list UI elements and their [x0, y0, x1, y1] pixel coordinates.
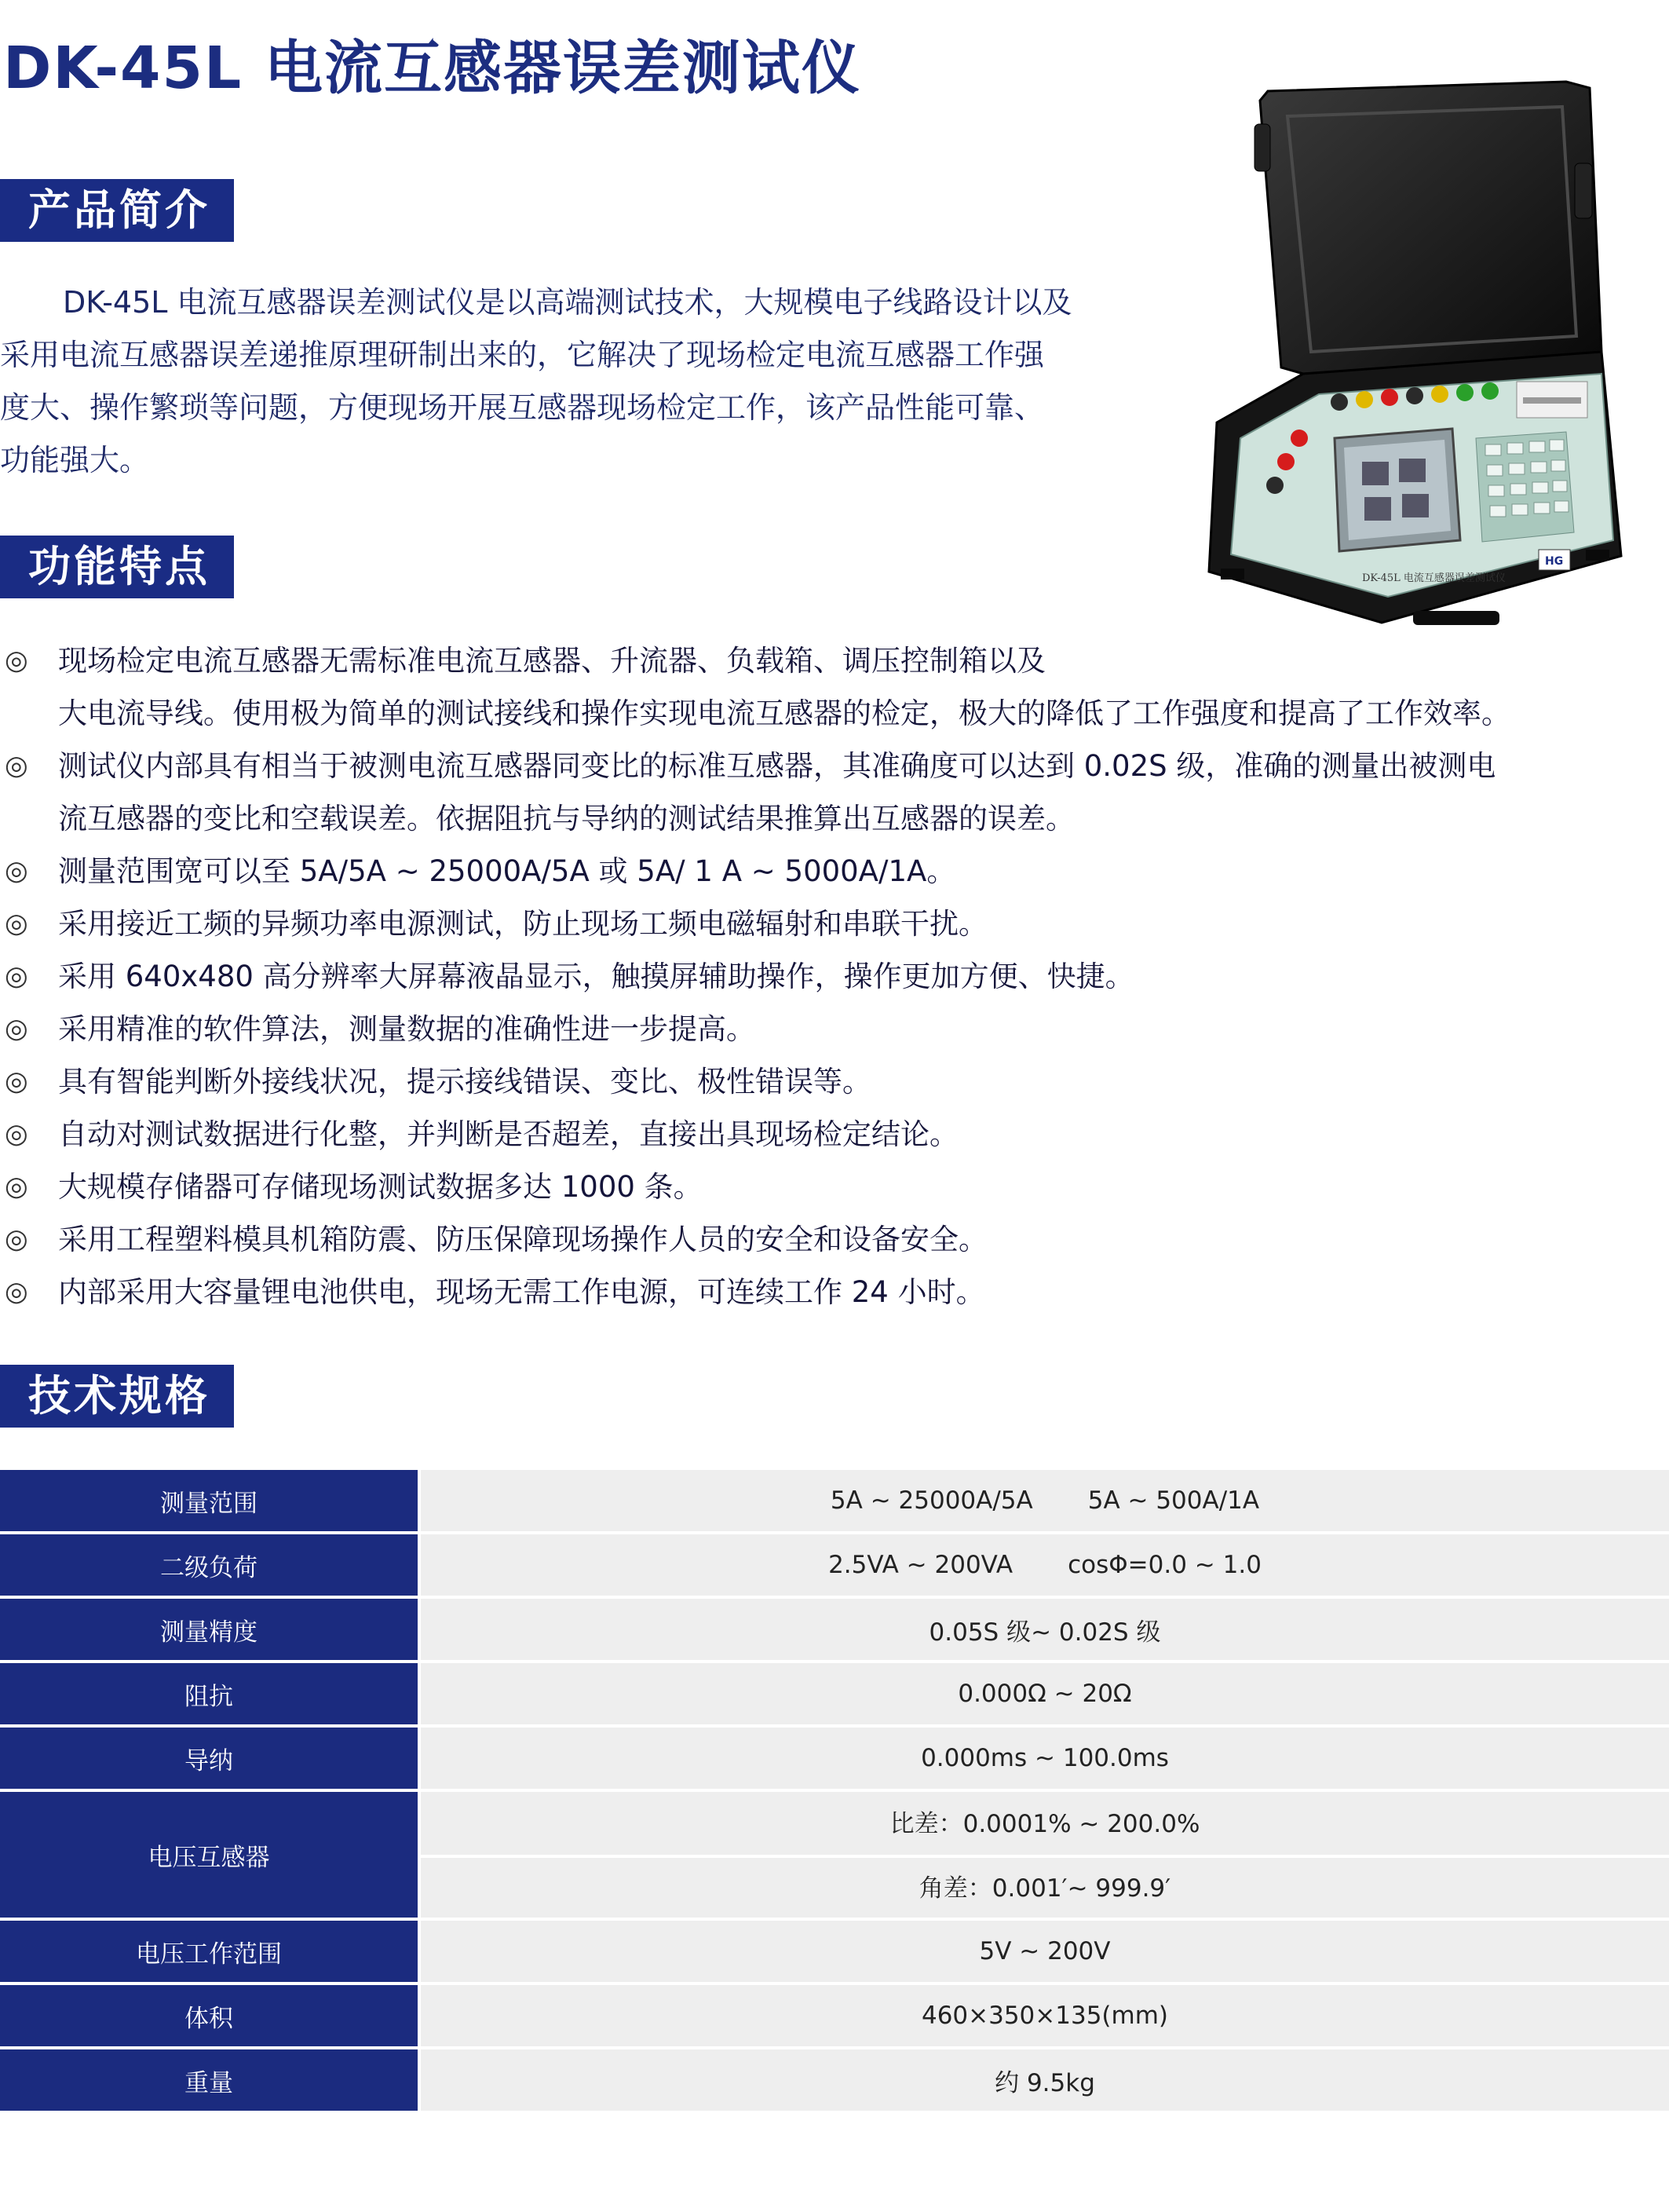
feature-item	[0, 898, 1669, 950]
spec-label: 导纳	[0, 1728, 418, 1789]
instrument-case-illustration	[1193, 69, 1641, 634]
spec-value: 0.000ms ~ 100.0ms	[418, 1728, 1669, 1789]
spec-value: 460×350×135(mm)	[418, 1985, 1669, 2046]
spec-value-part: 5A ~ 500A/1A	[1087, 1486, 1260, 1515]
table-row	[0, 1599, 1669, 1660]
panel-model-text: DK-45L 电流互感器误差测试仪	[1362, 572, 1506, 584]
table-row	[0, 2049, 1669, 2111]
spec-label: 阻抗	[0, 1663, 418, 1724]
feature-text: 测试仪内部具有相当于被测电流互感器同变比的标准互感器，其准确度可以达到 0.02S 级，准确的测量出被测电	[58, 749, 1496, 783]
bullet-icon: ◎	[5, 1013, 28, 1044]
feature-text: 自动对测试数据进行化整，并判断是否超差，直接出具现场检定结论。	[58, 1117, 959, 1151]
feature-text: 大电流导线。使用极为简单的测试接线和操作实现电流互感器的检定，极大的降低了工作强度和提高了工作效率。	[58, 697, 1510, 730]
feature-text: 内部采用大容量锂电池供电，现场无需工作电源，可连续工作 24 小时。	[58, 1275, 985, 1309]
panel-logo: HG	[1545, 555, 1564, 568]
feature-item	[0, 1266, 1669, 1318]
bullet-icon: ◎	[5, 960, 28, 992]
table-row	[0, 1534, 1669, 1596]
bullet-icon: ◎	[5, 1066, 28, 1097]
table-row	[0, 1792, 1669, 1918]
feature-item	[0, 740, 1669, 845]
feature-text: 现场检定电流互感器无需标准电流互感器、升流器、负载箱、调压控制箱以及	[58, 644, 1046, 678]
spec-label: 重量	[0, 2049, 418, 2111]
spec-value	[418, 1534, 1669, 1596]
bullet-icon: ◎	[5, 1276, 28, 1307]
intro-heading: 产品简介	[0, 179, 234, 242]
spec-value-part: 5A ~ 25000A/5A	[830, 1486, 1033, 1515]
feature-item	[0, 1055, 1669, 1108]
spec-label: 二级负荷	[0, 1534, 418, 1596]
feature-text: 具有智能判断外接线状况，提示接线错误、变比、极性错误等。	[58, 1065, 871, 1099]
spec-value-part: 角差：0.001′~ 999.9′	[421, 1855, 1669, 1916]
spec-value	[418, 1792, 1669, 1918]
intro-line: 采用电流互感器误差递推原理研制出来的，它解决了现场检定电流互感器工作强	[0, 338, 1045, 372]
bullet-icon: ◎	[5, 1171, 28, 1202]
spec-label: 体积	[0, 1985, 418, 2046]
feature-list	[0, 634, 1669, 1318]
feature-item	[0, 1003, 1669, 1055]
bullet-icon: ◎	[5, 1223, 28, 1255]
feature-item	[0, 1108, 1669, 1161]
spec-value: 约 9.5kg	[418, 2049, 1669, 2111]
intro-line: DK-45L 电流互感器误差测试仪是以高端测试技术，大规模电子线路设计以及	[63, 285, 1072, 320]
feature-item	[0, 845, 1669, 898]
feature-item	[0, 950, 1669, 1003]
features-heading: 功能特点	[0, 536, 234, 598]
feature-text: 流互感器的变比和空载误差。依据阻抗与导纳的测试结果推算出互感器的误差。	[58, 802, 1075, 835]
spec-label: 电压互感器	[0, 1792, 418, 1918]
spec-value: 0.000Ω ~ 20Ω	[418, 1663, 1669, 1724]
feature-item	[0, 1161, 1669, 1213]
bullet-icon: ◎	[5, 1118, 28, 1150]
bullet-icon: ◎	[5, 855, 28, 887]
intro-line: 功能强大。	[0, 443, 150, 477]
spec-value: 0.05S 级~ 0.02S 级	[418, 1599, 1669, 1660]
table-row	[0, 1470, 1669, 1531]
spec-value	[418, 1470, 1669, 1531]
bullet-icon: ◎	[5, 750, 28, 781]
feature-text: 采用 640x480 高分辨率大屏幕液晶显示，触摸屏辅助操作，操作更加方便、快捷。	[58, 960, 1134, 993]
feature-text: 采用接近工频的异频功率电源测试，防止现场工频电磁辐射和串联干扰。	[58, 907, 988, 941]
feature-text: 大规模存储器可存储现场测试数据多达 1000 条。	[58, 1170, 703, 1204]
spec-table	[0, 1467, 1669, 2114]
table-row	[0, 1985, 1669, 2046]
bullet-icon: ◎	[5, 908, 28, 939]
spec-label: 测量范围	[0, 1470, 418, 1531]
spec-label: 电压工作范围	[0, 1921, 418, 1982]
spec-value-part: 2.5VA ~ 200VA	[828, 1551, 1013, 1579]
intro-paragraph	[0, 276, 1178, 487]
spec-value-part: 比差：0.0001% ~ 200.0%	[889, 1810, 1200, 1838]
feature-item	[0, 1213, 1669, 1266]
feature-text: 采用工程塑料模具机箱防震、防压保障现场操作人员的安全和设备安全。	[58, 1223, 988, 1256]
specs-heading: 技术规格	[0, 1365, 234, 1428]
spec-value-part: cosΦ=0.0 ~ 1.0	[1068, 1551, 1262, 1579]
spec-label: 测量精度	[0, 1599, 418, 1660]
table-row	[0, 1728, 1669, 1789]
feature-text: 采用精准的软件算法，测量数据的准确性进一步提高。	[58, 1012, 755, 1046]
table-row	[0, 1921, 1669, 1982]
product-photo	[1193, 69, 1641, 634]
feature-text: 测量范围宽可以至 5A/5A ~ 25000A/5A 或 5A/ 1 A ~ 5000A/1A。	[58, 854, 956, 888]
spec-value: 5V ~ 200V	[418, 1921, 1669, 1982]
feature-item	[0, 634, 1669, 740]
bullet-icon: ◎	[5, 645, 28, 676]
page-title: DK-45L 电流互感器误差测试仪	[3, 35, 861, 102]
table-row	[0, 1663, 1669, 1724]
intro-line: 度大、操作繁琐等问题，方便现场开展互感器现场检定工作，该产品性能可靠、	[0, 390, 1045, 425]
